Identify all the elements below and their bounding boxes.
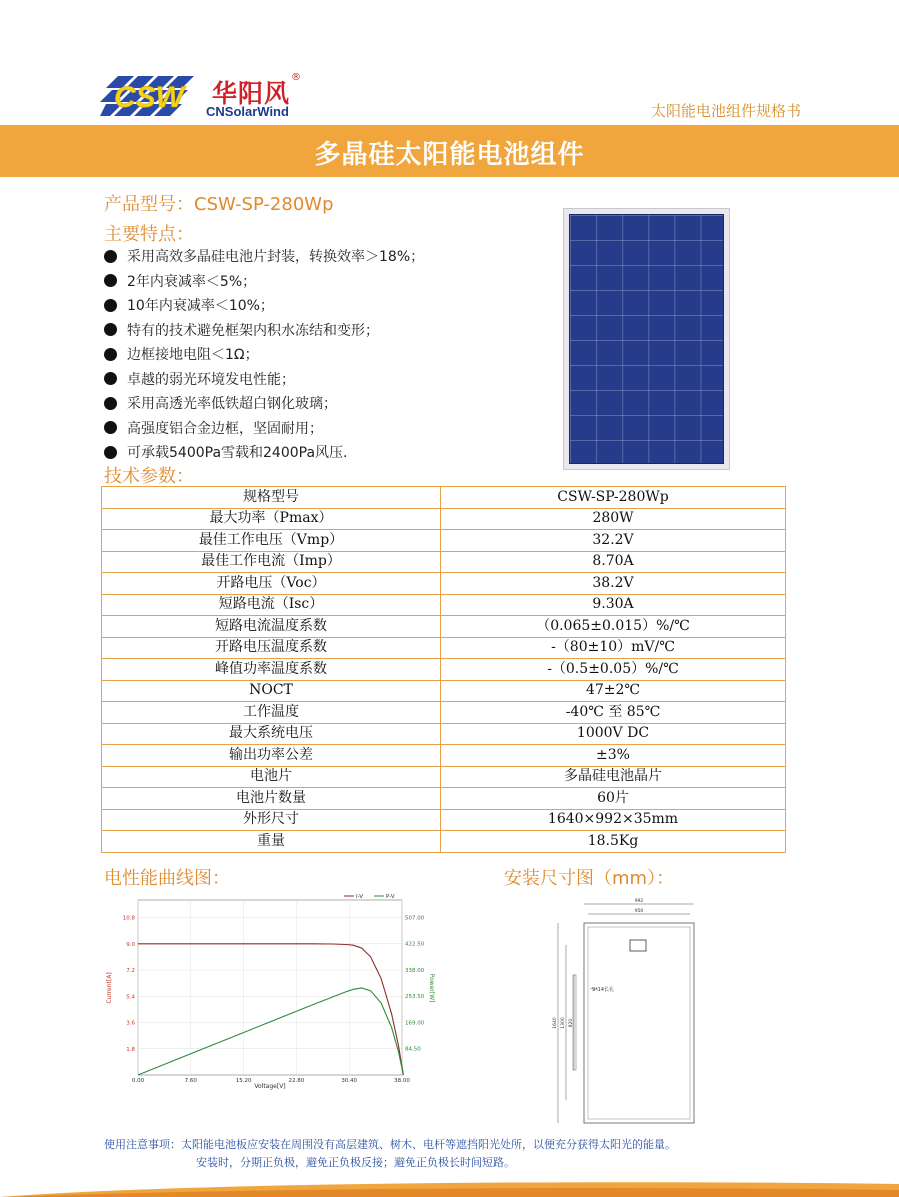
company-logo xyxy=(100,74,305,120)
usage-notes xyxy=(104,1136,676,1172)
spec-key: 最佳工作电压（Vmp） xyxy=(102,530,441,552)
x-axis-label: Voltage[V] xyxy=(254,1083,286,1090)
spec-value: CSW-SP-280Wp xyxy=(441,487,786,509)
note-line-2: 安装时，分期正负极，避免正负极反接；避免正负极长时间短路。 xyxy=(196,1156,515,1169)
y2-axis-label: Power[W] xyxy=(428,973,435,1003)
legend-label-pv: P-V xyxy=(386,894,395,900)
dim-height-inner: 820 xyxy=(569,1018,574,1028)
spec-key: 重量 xyxy=(102,831,441,853)
spec-value: 8.70A xyxy=(441,551,786,573)
table-row xyxy=(102,573,786,595)
spec-value: 9.30A xyxy=(441,594,786,616)
y2-tick-label: 169.00 xyxy=(405,1020,425,1027)
logo-chinese-name: 华阳风 xyxy=(212,79,291,108)
dimension-drawing xyxy=(528,890,728,1125)
bullet-icon xyxy=(104,274,117,287)
list-item xyxy=(104,342,424,367)
dim-height-mid: 1300 xyxy=(561,1017,566,1029)
solar-panel-image xyxy=(563,208,730,470)
table-row xyxy=(102,680,786,702)
x-tick-label: 22.80 xyxy=(288,1078,305,1084)
table-row xyxy=(102,637,786,659)
page-header xyxy=(0,0,899,125)
panel-inner-frame xyxy=(588,927,690,1119)
dim-outer-width: 992 xyxy=(634,899,644,904)
feature-text: 采用高效多晶硅电池片封装，转换效率＞18%； xyxy=(127,249,425,266)
title-banner xyxy=(0,125,899,177)
bullet-icon xyxy=(104,372,117,385)
spec-key: 短路电流温度系数 xyxy=(102,616,441,638)
features-heading: 主要特点： xyxy=(104,224,194,245)
table-row xyxy=(102,702,786,724)
logo-mark-text: CSW xyxy=(114,81,184,114)
table-row xyxy=(102,788,786,810)
feature-text: 卓越的弱光环境发电性能； xyxy=(127,371,295,388)
table-row xyxy=(102,530,786,552)
spec-key: 最大功率（Pmax） xyxy=(102,508,441,530)
spec-key: 最佳工作电流（Imp） xyxy=(102,551,441,573)
x-tick-label: 0.00 xyxy=(131,1078,145,1084)
spec-value: 60片 xyxy=(441,788,786,810)
y-axis-label: Current[A] xyxy=(106,972,113,1004)
spec-table xyxy=(101,486,786,853)
specs-heading: 技术参数： xyxy=(104,466,194,487)
spec-key: 电池片数量 xyxy=(102,788,441,810)
bullet-icon xyxy=(104,446,117,459)
list-item xyxy=(104,440,424,465)
table-row xyxy=(102,616,786,638)
x-tick-label: 30.40 xyxy=(341,1078,358,1084)
spec-value: -（80±10）mV/℃ xyxy=(441,637,786,659)
list-item xyxy=(104,244,424,269)
spec-key: 规格型号 xyxy=(102,487,441,509)
y2-tick-label: 507.00 xyxy=(405,915,425,922)
spec-value: -（0.5±0.05）%/℃ xyxy=(441,659,786,681)
spec-value: ±3% xyxy=(441,745,786,767)
table-row xyxy=(102,508,786,530)
feature-text: 边框接地电阻＜1Ω； xyxy=(127,347,259,364)
note-line-1: 使用注意事项：太阳能电池板应安装在周围没有高层建筑、树木、电杆等遮挡阳光处所，以便充分获得太阳光的能量。 xyxy=(104,1138,676,1151)
x-tick-label: 7.60 xyxy=(184,1078,197,1084)
y-tick-label: 7.2 xyxy=(126,968,135,974)
spec-key: 电池片 xyxy=(102,766,441,788)
y-tick-label: 10.8 xyxy=(122,915,135,922)
legend-label-iv: I-V xyxy=(356,894,364,900)
spec-value: 32.2V xyxy=(441,530,786,552)
y2-tick-label: 338.00 xyxy=(405,967,425,974)
feature-text: 2年内衰减率＜5%； xyxy=(127,273,257,290)
y2-tick-label: 253.50 xyxy=(405,994,425,1001)
y-tick-label: 9.0 xyxy=(126,941,135,948)
feature-text: 特有的技术避免框架内积水冻结和变形； xyxy=(127,322,379,339)
bullet-icon xyxy=(104,348,117,361)
curve-heading: 电性能曲线图： xyxy=(104,868,230,889)
junction-box-icon xyxy=(630,940,646,951)
table-row xyxy=(102,487,786,509)
table-row xyxy=(102,659,786,681)
spec-value: 38.2V xyxy=(441,573,786,595)
list-item xyxy=(104,269,424,294)
feature-list xyxy=(104,244,424,465)
spec-key: 峰值功率温度系数 xyxy=(102,659,441,681)
spec-value: 280W xyxy=(441,508,786,530)
table-row xyxy=(102,831,786,853)
spec-key: 外形尺寸 xyxy=(102,809,441,831)
spec-value: （0.065±0.015）%/℃ xyxy=(441,616,786,638)
spec-value: 1000V DC xyxy=(441,723,786,745)
hole-label: 9*14长孔 xyxy=(592,987,615,993)
list-item xyxy=(104,367,424,392)
spec-key: 开路电压（Voc） xyxy=(102,573,441,595)
chart-legend xyxy=(344,894,395,900)
list-item xyxy=(104,293,424,318)
spec-key: 短路电流（Isc） xyxy=(102,594,441,616)
footer-decoration xyxy=(0,1180,899,1197)
spec-key: 工作温度 xyxy=(102,702,441,724)
iv-pv-chart xyxy=(102,890,437,1090)
csw-logo-mark xyxy=(100,74,210,118)
table-row xyxy=(102,551,786,573)
table-row xyxy=(102,745,786,767)
product-model: 产品型号：CSW-SP-280Wp xyxy=(104,194,334,215)
table-row xyxy=(102,594,786,616)
logo-english-name: CNSolarWind xyxy=(206,104,289,119)
registered-mark: ® xyxy=(291,72,301,83)
table-row xyxy=(102,723,786,745)
drawing-heading: 安装尺寸图（mm）： xyxy=(504,868,675,889)
spec-value: 多晶硅电池晶片 xyxy=(441,766,786,788)
spec-key: NOCT xyxy=(102,680,441,702)
spec-key: 输出功率公差 xyxy=(102,745,441,767)
spec-value: -40℃ 至 85℃ xyxy=(441,702,786,724)
x-tick-label: 38.00 xyxy=(394,1078,410,1084)
bullet-icon xyxy=(104,250,117,263)
list-item xyxy=(104,416,424,441)
spec-value: 1640×992×35mm xyxy=(441,809,786,831)
document-type: 太阳能电池组件规格书 xyxy=(650,102,801,120)
list-item xyxy=(104,391,424,416)
x-tick-label: 15.20 xyxy=(235,1078,252,1084)
y-tick-label: 5.4 xyxy=(126,994,135,1001)
y-tick-label: 1.8 xyxy=(126,1046,135,1053)
table-row xyxy=(102,766,786,788)
feature-text: 可承载5400Pa雪载和2400Pa风压. xyxy=(127,445,348,462)
spec-value: 47±2℃ xyxy=(441,680,786,702)
y2-tick-label: 422.50 xyxy=(405,941,425,948)
bullet-icon xyxy=(104,323,117,336)
bullet-icon xyxy=(104,397,117,410)
spec-value: 18.5Kg xyxy=(441,831,786,853)
page-title: 多晶硅太阳能电池组件 xyxy=(314,140,585,170)
solar-panel-cells xyxy=(569,214,724,464)
bullet-icon xyxy=(104,299,117,312)
feature-text: 高强度铝合金边框，坚固耐用； xyxy=(127,420,323,437)
list-item xyxy=(104,318,424,343)
spec-key: 最大系统电压 xyxy=(102,723,441,745)
feature-text: 采用高透光率低铁超白钢化玻璃； xyxy=(127,396,337,413)
dim-inner-width: 950 xyxy=(634,909,644,914)
y-tick-label: 3.6 xyxy=(126,1020,135,1027)
spec-key: 开路电压温度系数 xyxy=(102,637,441,659)
panel-outline xyxy=(584,923,694,1123)
bullet-icon xyxy=(104,421,117,434)
y2-tick-label: 84.50 xyxy=(405,1046,421,1053)
dim-height-outer: 1640 xyxy=(553,1017,558,1029)
feature-text: 10年内衰减率＜10%； xyxy=(127,298,274,315)
table-row xyxy=(102,809,786,831)
